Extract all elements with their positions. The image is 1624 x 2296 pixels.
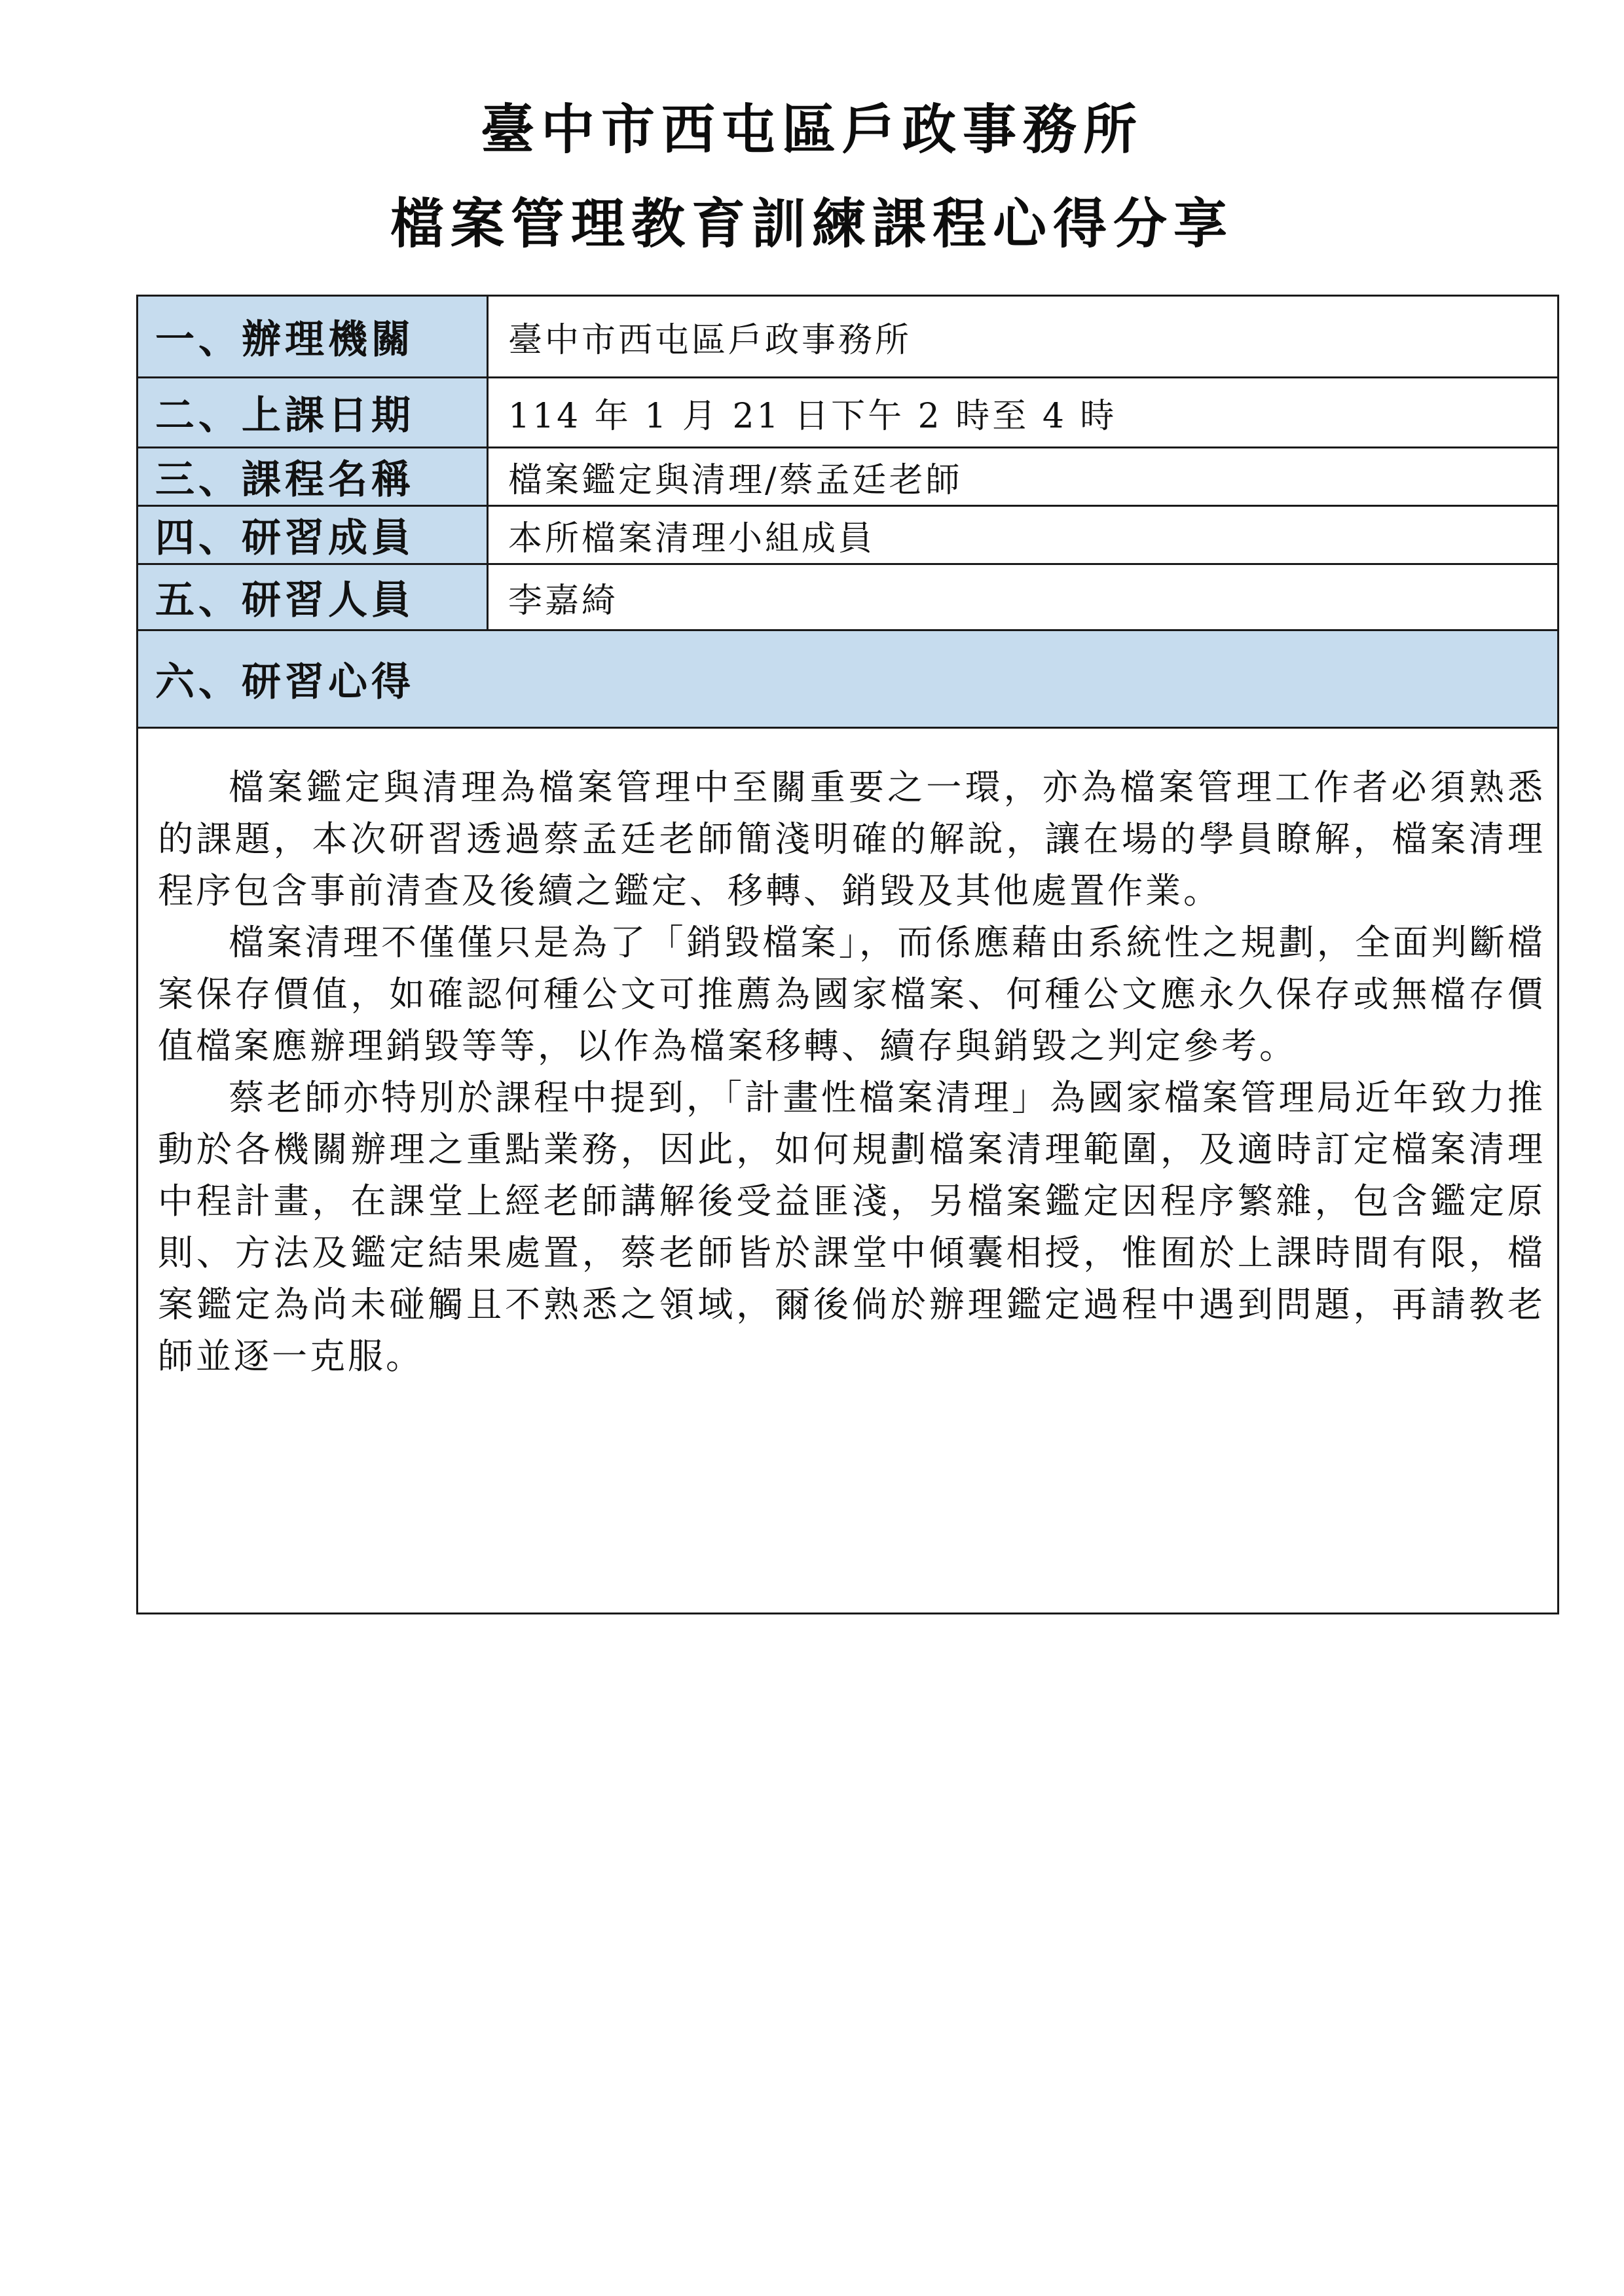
field-value-attendee: 李嘉綺 bbox=[488, 564, 1559, 630]
form-row-reflection-header bbox=[138, 630, 1559, 728]
reflection-paragraph-1: 檔案鑑定與清理為檔案管理中至關重要之一環，亦為檔案管理工作者必須熟悉的課題，本次研習透過蔡孟廷老師簡淺明確的解說，讓在場的學員瞭解，檔案清理程序包含事前清查及後續之鑑定、移轉、銷毀及其他處置作業。 bbox=[158, 767, 1545, 911]
form-row-members bbox=[138, 506, 1559, 564]
field-label-course: 三、課程名稱 bbox=[138, 448, 488, 506]
field-label-attendee: 五、研習人員 bbox=[138, 564, 488, 630]
reflection-paragraph-3: 蔡老師亦特別於課程中提到，「計畫性檔案清理」為國家檔案管理局近年致力推動於各機關辦理之重點業務，因此，如何規劃檔案清理範圍，及適時訂定檔案清理中程計畫，在課堂上經老師講解後受益匪淺，另檔案鑑定因程序繁雜，包含鑑定原則、方法及鑑定結果處置，蔡老師皆於課堂中傾囊相授，惟囿於上課時間有限，檔案鑑定為尚未碰觸且不熟悉之領域，爾後倘於辦理鑑定過程中遇到問題，再請教老師並逐一克服。 bbox=[158, 1077, 1545, 1377]
reflection-paragraph-2: 檔案清理不僅僅只是為了「銷毀檔案」，而係應藉由系統性之規劃，全面判斷檔案保存價值，如確認何種公文可推薦為國家檔案、何種公文應永久保存或無檔存價值檔案應辦理銷毀等等，以作為檔案移轉、續存與銷毀之判定參考。 bbox=[158, 922, 1545, 1066]
field-label-date: 二、上課日期 bbox=[138, 378, 488, 448]
field-value-date: 114 年 1 月 21 日下午 2 時至 4 時 bbox=[488, 378, 1559, 448]
form-row-date bbox=[138, 378, 1559, 448]
form-row-attendee bbox=[138, 564, 1559, 630]
field-value-organizer: 臺中市西屯區戶政事務所 bbox=[488, 296, 1559, 378]
form-row-course bbox=[138, 448, 1559, 506]
report-form-table bbox=[136, 295, 1559, 1614]
page-title: 臺中市西屯區戶政事務所 bbox=[480, 99, 1143, 161]
field-label-members: 四、研習成員 bbox=[138, 506, 488, 564]
page-subtitle: 檔案管理教育訓練課程心得分享 bbox=[390, 193, 1234, 255]
form-row-reflection-body bbox=[138, 728, 1559, 1614]
reflection-body bbox=[138, 728, 1559, 1614]
field-value-members: 本所檔案清理小組成員 bbox=[488, 506, 1559, 564]
section-heading-reflection: 六、研習心得 bbox=[138, 630, 1559, 728]
form-row-organizer bbox=[138, 296, 1559, 378]
field-value-course: 檔案鑑定與清理/蔡孟廷老師 bbox=[488, 448, 1559, 506]
field-label-organizer: 一、辦理機關 bbox=[138, 296, 488, 378]
